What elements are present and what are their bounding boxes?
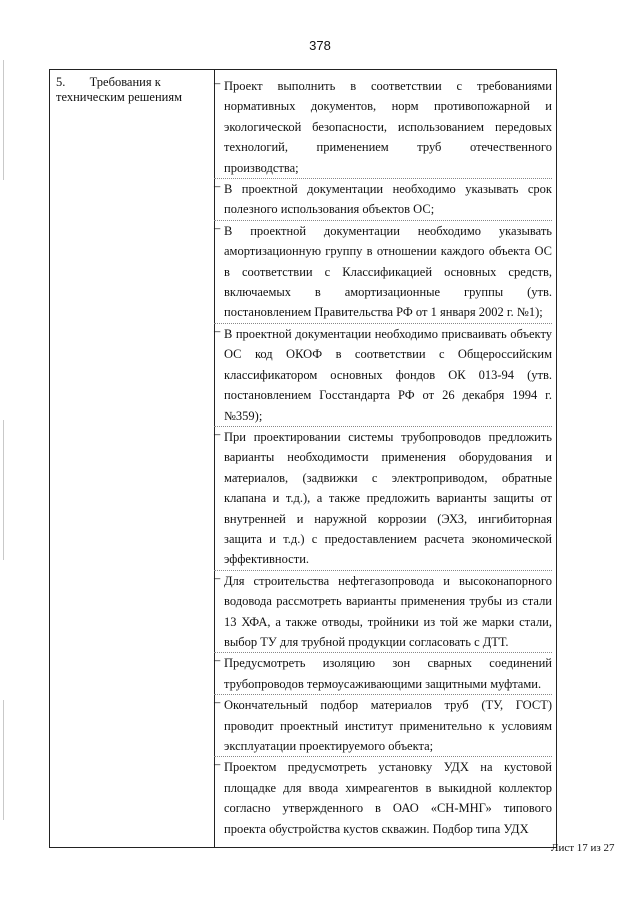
- requirement-item: [224, 695, 552, 756]
- requirement-text: – Проектом предусмотреть установку УДХ на кустовой площадке для ввода химреагентов в выкидной коллектор согласно утвержденного в ОАО «СН-МНГ» типового проекта обустройства кустов скважин. Подбор типа УДХ: [224, 760, 552, 836]
- requirement-text: – Проект выполнить в соответствии с требованиями нормативных документов, норм противопожарной и экологической безопасности, использованием передовых технологий, применением труб отечественного производства;: [224, 79, 552, 175]
- requirement-text: – Для строительства нефтегазопровода и высоконапорного водовода рассмотреть варианты применения трубы из стали 13 ХФА, а также отводы, тройники из той же марки стали, выбор ТУ для трубной продукции согласовать с ДТТ.: [224, 573, 552, 649]
- scan-edge-mark: [3, 60, 4, 180]
- requirement-text: – При проектировании системы трубопроводов предложить варианты необходимости применения оборудования и материалов, (задвижки с электроприводом, обратные клапана и т.д.), а также предложить варианты защиты от внутренней и наружной коррозии (ЭХЗ, ингибиторная защита и т.д.) с предоставлением расчета экономической эффективности.: [224, 429, 552, 567]
- requirement-text: – В проектной документации необходимо указывать срок полезного использования объектов ОС;: [224, 182, 552, 217]
- sheet-counter: Лист 17 из 27: [551, 842, 615, 854]
- section-title: Требования к техническим решениям: [56, 75, 182, 104]
- requirement-item: [224, 221, 552, 323]
- page-number: 378: [309, 38, 331, 53]
- requirement-text: – В проектной документации необходимо указывать амортизационную группу в отношении каждого объекта ОС в соответствии с Классификацией основных средств, включаемых в амортизационные группы (утв. постановлением Правительства РФ от 1 января 2002 г. №1);: [224, 223, 552, 320]
- section-number: 5.: [56, 75, 66, 89]
- requirements-cell: [224, 76, 552, 839]
- requirement-item: [224, 179, 552, 220]
- scan-edge-mark: [3, 420, 4, 560]
- requirement-item: [224, 324, 552, 426]
- requirement-text: – В проектной документации необходимо присваивать объекту ОС код ОКОФ в соответствии с Общероссийским классификатором основных фондов ОК 013-94 (утв. постановлением Госстандарта РФ от 26 декабря 1994 г. №359);: [224, 326, 552, 423]
- requirements-table: [49, 69, 557, 848]
- requirement-item: [224, 571, 552, 653]
- requirement-item: [224, 653, 552, 694]
- scan-edge-mark: [3, 700, 4, 820]
- requirement-item: [224, 757, 552, 839]
- section-heading-cell: [56, 75, 206, 105]
- requirement-text: – Окончательный подбор материалов труб (ТУ, ГОСТ) проводит проектный институт применительно к условиям эксплуатации проектируемого объекта;: [224, 698, 552, 753]
- requirement-text: – Предусмотреть изоляцию зон сварных соединений трубопроводов термоусаживающими защитными муфтами.: [224, 656, 552, 691]
- requirement-item: [224, 76, 552, 178]
- requirement-item: [224, 427, 552, 570]
